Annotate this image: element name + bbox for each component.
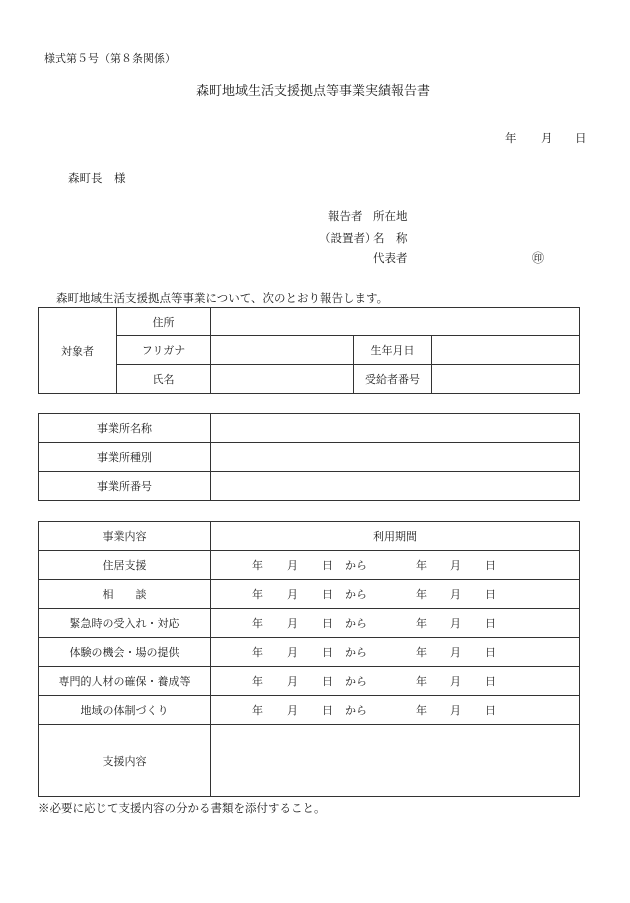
usage-period-field[interactable] — [211, 667, 580, 696]
period-to-day: 日 — [485, 588, 496, 601]
period-from-month: 月 — [287, 675, 298, 688]
period-from-month: 月 — [287, 704, 298, 717]
period-to-month: 月 — [450, 588, 461, 601]
support-content-input[interactable] — [211, 725, 580, 797]
period-from-day: 日 — [322, 588, 333, 601]
office-type-label: 事業所種別 — [39, 443, 211, 472]
birthdate-input[interactable] — [432, 336, 580, 365]
footnote: ※必要に応じて支援内容の分かる書類を添付すること。 — [38, 801, 326, 815]
service-row-label: 専門的人材の確保・養成等 — [39, 667, 211, 696]
office-number-label: 事業所番号 — [39, 472, 211, 501]
recipient-number-input[interactable] — [432, 365, 580, 394]
office-type-input[interactable] — [211, 443, 580, 472]
period-to-month: 月 — [450, 617, 461, 630]
period-to-day: 日 — [485, 704, 496, 717]
period-to-year: 年 — [416, 646, 427, 659]
period-to-year: 年 — [416, 675, 427, 688]
intro-text: 森町地域生活支援拠点等事業について、次のとおり報告します。 — [56, 291, 389, 305]
period-to-day: 日 — [485, 559, 496, 572]
seal-mark: ㊞ — [532, 251, 545, 265]
usage-period-field[interactable] — [211, 696, 580, 725]
support-content-label: 支援内容 — [39, 725, 211, 797]
period-to-month: 月 — [450, 704, 461, 717]
usage-period-field[interactable] — [211, 609, 580, 638]
period-from-word: から — [345, 588, 367, 601]
period-from-month: 月 — [287, 588, 298, 601]
period-from-day: 日 — [322, 675, 333, 688]
furigana-input[interactable] — [211, 336, 354, 365]
usage-period-field[interactable] — [211, 580, 580, 609]
address-input[interactable] — [211, 308, 580, 336]
service-row-label: 緊急時の受入れ・対応 — [39, 609, 211, 638]
period-to-month: 月 — [450, 646, 461, 659]
office-table — [38, 413, 580, 501]
service-table — [38, 521, 580, 797]
office-name-label: 事業所名称 — [39, 414, 211, 443]
usage-period-field[interactable] — [211, 638, 580, 667]
period-to-year: 年 — [416, 617, 427, 630]
period-from-year: 年 — [252, 617, 263, 630]
representative-label: 代表者 — [373, 251, 408, 265]
period-to-year: 年 — [416, 559, 427, 572]
date-day: 日 — [575, 131, 587, 145]
period-to-day: 日 — [485, 675, 496, 688]
subject-group-label: 対象者 — [39, 308, 117, 394]
page-title: 森町地域生活支援拠点等事業実績報告書 — [196, 84, 431, 99]
subject-table — [38, 307, 580, 394]
birthdate-label-cell: 生年月日 — [354, 336, 432, 365]
date-year: 年 — [505, 131, 517, 145]
service-row-label: 相 談 — [39, 580, 211, 609]
name-label: 名 称 — [373, 231, 408, 245]
period-from-day: 日 — [322, 559, 333, 572]
usage-period-header: 利用期間 — [211, 522, 580, 551]
period-from-month: 月 — [287, 646, 298, 659]
date-month: 月 — [541, 131, 553, 145]
addressee: 森町長 様 — [68, 171, 126, 185]
address-label: 所在地 — [373, 209, 408, 223]
period-from-day: 日 — [322, 617, 333, 630]
period-from-month: 月 — [287, 559, 298, 572]
period-from-word: から — [345, 675, 367, 688]
installer-label: （設置者） — [319, 231, 377, 245]
reporter-label: 報告者 — [328, 209, 363, 223]
form-number: 様式第５号（第８条関係） — [44, 52, 176, 65]
service-row-label: 地域の体制づくり — [39, 696, 211, 725]
period-from-word: から — [345, 617, 367, 630]
usage-period-field[interactable] — [211, 551, 580, 580]
name-input[interactable] — [211, 365, 354, 394]
period-from-word: から — [345, 704, 367, 717]
period-from-year: 年 — [252, 704, 263, 717]
period-to-month: 月 — [450, 559, 461, 572]
period-to-month: 月 — [450, 675, 461, 688]
service-content-header: 事業内容 — [39, 522, 211, 551]
period-to-day: 日 — [485, 617, 496, 630]
period-from-day: 日 — [322, 704, 333, 717]
period-to-year: 年 — [416, 704, 427, 717]
period-from-year: 年 — [252, 588, 263, 601]
period-to-year: 年 — [416, 588, 427, 601]
office-name-input[interactable] — [211, 414, 580, 443]
period-from-year: 年 — [252, 646, 263, 659]
period-from-month: 月 — [287, 617, 298, 630]
office-number-input[interactable] — [211, 472, 580, 501]
service-row-label: 住居支援 — [39, 551, 211, 580]
furigana-label-cell: フリガナ — [117, 336, 211, 365]
recipient-number-label-cell: 受給者番号 — [354, 365, 432, 394]
period-from-year: 年 — [252, 559, 263, 572]
period-from-word: から — [345, 559, 367, 572]
period-to-day: 日 — [485, 646, 496, 659]
period-from-day: 日 — [322, 646, 333, 659]
period-from-year: 年 — [252, 675, 263, 688]
period-from-word: から — [345, 646, 367, 659]
name-label-cell: 氏名 — [117, 365, 211, 394]
address-label-cell: 住所 — [117, 308, 211, 336]
service-row-label: 体験の機会・場の提供 — [39, 638, 211, 667]
